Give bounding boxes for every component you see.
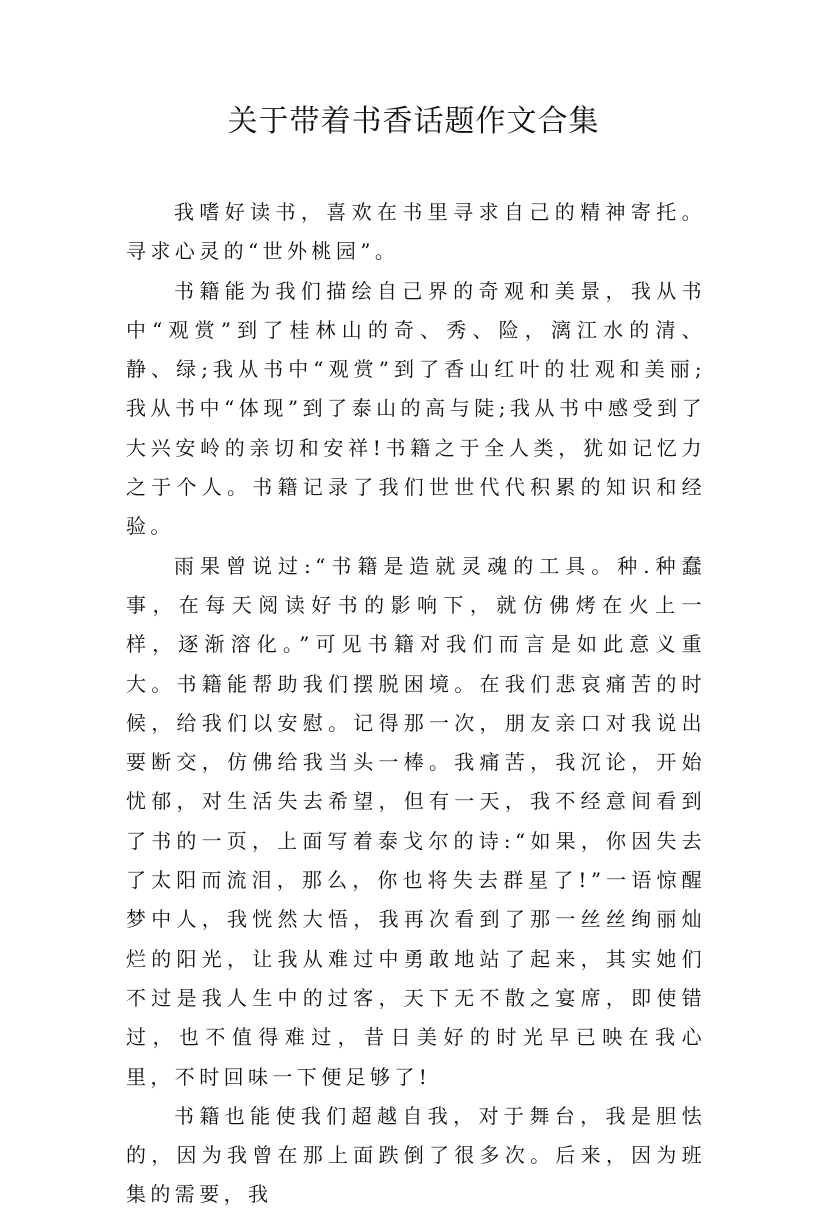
- paragraph: 书籍也能使我们超越自我，对于舞台，我是胆怯的，因为我曾在那上面跌倒了很多次。后来，因为班集的需要，我: [126, 1103, 706, 1207]
- paragraph: 我嗜好读书，喜欢在书里寻求自己的精神寄托。寻求心灵的“世外桃园”。: [126, 200, 706, 264]
- document-body: [126, 193, 706, 1215]
- document-title: 关于带着书香话题作文合集: [227, 104, 600, 139]
- paragraph: 雨果曾说过:“书籍是造就灵魂的工具。种.种蠢事，在每天阅读好书的影响下，就仿佛烤在火上一样，逐渐溶化。”可见书籍对我们而言是如此意义重大。书籍能帮助我们摆脱困境。在我们悲哀痛苦的时候，给我们以安慰。记得那一次，朋友亲口对我说出要断交，仿佛给我当头一棒。我痛苦，我沉论，开始忧郁，对生活失去希望，但有一天，我不经意间看到了书的一页，上面写着泰戈尔的诗:“如果，你因失去了太阳而流泪，那么，你也将失去群星了!”一语惊醒梦中人，我恍然大悟，我再次看到了那一丝丝绚丽灿烂的阳光，让我从难过中勇敢地站了起来，其实她们不过是我人生中的过客，天下无不散之宴席，即使错过，也不值得难过，昔日美好的时光早已映在我心里，不时回味一下便足够了!: [126, 553, 706, 1089]
- paragraph: 书籍能为我们描绘自己界的奇观和美景，我从书中“观赏”到了桂林山的奇、秀、险，漓江水的清、静、绿;我从书中“观赏”到了香山红叶的壮观和美丽;我从书中“体现”到了泰山的高与陡;我从书中感受到了大兴安岭的亲切和安祥!书籍之于全人类，犹如记忆力之于个人。书籍记录了我们世世代代积累的知识和经验。: [126, 278, 706, 539]
